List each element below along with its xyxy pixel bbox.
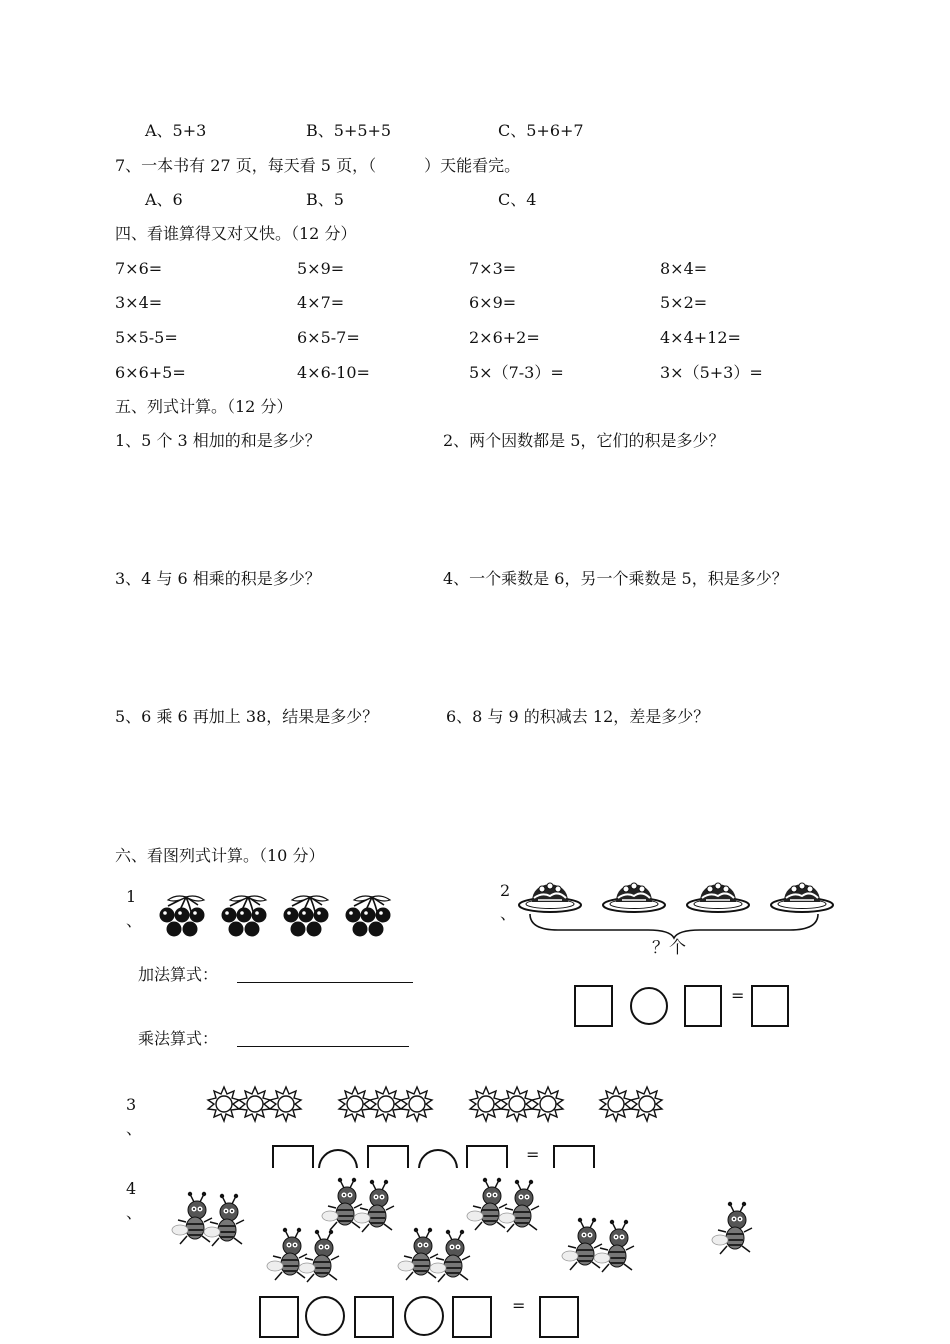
sun-icon [239, 1087, 270, 1121]
calc-item: 3×4= [115, 293, 163, 312]
problem-4-number: 4 [126, 1179, 137, 1198]
answer-box[interactable] [539, 1296, 579, 1338]
problem-1-mark: 、 [126, 911, 143, 930]
q7-option-c: C、4 [498, 190, 537, 209]
cake-plate-icon [519, 883, 581, 912]
calc-item: 4×4+12= [660, 328, 741, 347]
sun-icon [208, 1087, 239, 1121]
word-problem-3: 3、4 与 6 相乘的积是多少？ [115, 569, 321, 588]
problem-2-number: 2 [500, 881, 511, 900]
addition-answer-line[interactable] [237, 982, 413, 983]
word-problem-4: 4、一个乘数是 6，另一个乘数是 5，积是多少？ [443, 569, 788, 588]
answer-box[interactable] [452, 1296, 492, 1338]
word-problem-5: 5、6 乘 6 再加上 38，结果是多少？ [115, 707, 379, 726]
sun-icon [401, 1087, 432, 1121]
grouping-brace [530, 914, 818, 938]
ant-icon [398, 1228, 470, 1282]
calc-item: 6×9= [469, 293, 517, 312]
cherry-cluster-icon [284, 896, 329, 937]
operator-circle[interactable] [404, 1296, 444, 1336]
q7-option-a: A、6 [145, 190, 183, 209]
ant-icon [267, 1228, 339, 1282]
sun-icon [501, 1087, 532, 1121]
answer-box[interactable] [553, 1145, 595, 1168]
operator-circle[interactable] [630, 987, 668, 1025]
calc-item: 4×7= [297, 293, 345, 312]
answer-box[interactable] [574, 985, 613, 1027]
sun-icon [631, 1087, 662, 1121]
section5-title: 五、列式计算。（12 分） [115, 397, 293, 416]
equals-sign: = [526, 1145, 540, 1164]
equals-sign: = [512, 1296, 526, 1315]
problem-2-mark: 、 [500, 904, 517, 923]
q6-option-a: A、5+3 [145, 121, 207, 140]
answer-box[interactable] [259, 1296, 299, 1338]
word-problem-1: 1、5 个 3 相加的和是多少？ [115, 431, 321, 450]
problem-3-answer-row [0, 1143, 950, 1168]
calc-item: 3×（5+3）= [660, 363, 763, 382]
q6-option-c: C、5+6+7 [498, 121, 584, 140]
word-problem-6: 6、8 与 9 的积减去 12，差是多少？ [446, 707, 710, 726]
calc-item: 4×6-10= [297, 363, 370, 382]
section6-title: 六、看图列式计算。（10 分） [115, 846, 325, 865]
operator-circle[interactable] [305, 1296, 345, 1336]
calc-item: 6×6+5= [115, 363, 186, 382]
q7-option-b: B、5 [306, 190, 344, 209]
calc-item: 5×5-5= [115, 328, 178, 347]
brace-label: ？个 [652, 938, 686, 958]
addition-label: 加法算式： [138, 965, 219, 984]
calc-item: 5×（7-3）= [469, 363, 564, 382]
sun-icon [370, 1087, 401, 1121]
ant-group [170, 1170, 780, 1290]
sun-icon [339, 1087, 370, 1121]
cake-plate-icon [687, 883, 749, 912]
sun-icon [600, 1087, 631, 1121]
calc-item: 5×9= [297, 259, 345, 278]
word-problem-2: 2、两个因数都是 5，它们的积是多少？ [443, 431, 725, 450]
q6-option-b: B、5+5+5 [306, 121, 392, 140]
calc-item: 8×4= [660, 259, 708, 278]
sun-icon [470, 1087, 501, 1121]
answer-box[interactable] [751, 985, 789, 1027]
answer-box[interactable] [354, 1296, 394, 1338]
cake-plate-icon [771, 883, 833, 912]
multiplication-label: 乘法算式： [138, 1029, 219, 1048]
sun-icon [532, 1087, 563, 1121]
answer-box[interactable] [367, 1145, 409, 1168]
ant-icon [712, 1202, 752, 1254]
calc-item: 2×6+2= [469, 328, 540, 347]
ant-icon [562, 1218, 634, 1272]
q7-question: 7、一本书有 27 页，每天看 5 页，（ ）天能看完。 [115, 156, 521, 175]
problem-3-number: 3 [126, 1095, 137, 1114]
sun-icon [270, 1087, 301, 1121]
problem-4-mark: 、 [126, 1203, 143, 1222]
cake-plate-icon [603, 883, 665, 912]
ant-icon [322, 1178, 394, 1232]
cherry-group [158, 892, 408, 940]
calc-item: 6×5-7= [297, 328, 360, 347]
calc-item: 7×6= [115, 259, 163, 278]
cake-group [518, 878, 838, 940]
multiplication-answer-line[interactable] [237, 1046, 409, 1047]
cherry-cluster-icon [346, 896, 391, 937]
section4-title: 四、看谁算得又对又快。（12 分） [115, 224, 357, 243]
calc-item: 7×3= [469, 259, 517, 278]
ant-icon [467, 1178, 539, 1232]
ant-icon [172, 1192, 244, 1246]
equals-sign: = [731, 986, 745, 1005]
answer-box[interactable] [684, 985, 722, 1027]
sun-group [208, 1082, 668, 1126]
answer-box[interactable] [272, 1145, 314, 1168]
cherry-cluster-icon [160, 896, 205, 937]
cherry-cluster-icon [222, 896, 267, 937]
answer-box[interactable] [466, 1145, 508, 1168]
operator-circle[interactable] [418, 1149, 458, 1168]
problem-1-number: 1 [126, 887, 137, 906]
problem-3-mark: 、 [126, 1119, 143, 1138]
calc-item: 5×2= [660, 293, 708, 312]
operator-circle[interactable] [318, 1149, 358, 1168]
